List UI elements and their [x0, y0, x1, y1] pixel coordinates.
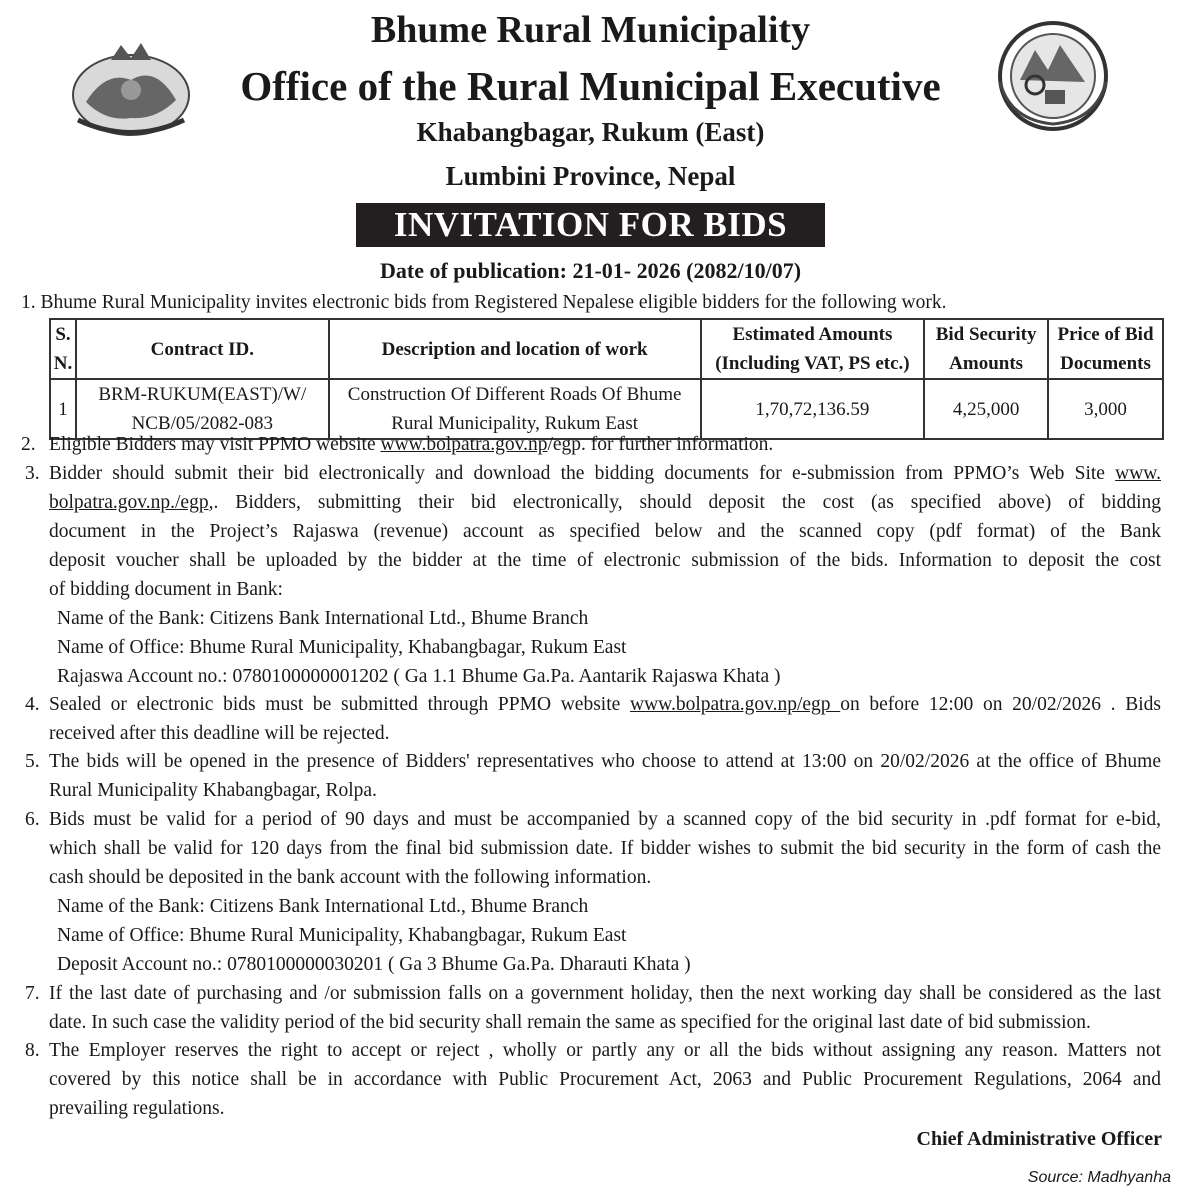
item-5-line-2: Rural Municipality Khabangbagar, Rolpa.	[49, 780, 377, 801]
table-header-row	[50, 319, 1163, 379]
item-4-line-2: received after this deadline will be rejected.	[49, 723, 390, 744]
header-description: Description and location of work	[329, 319, 701, 379]
ppmo-link[interactable]: www.bolpatra.gov.np	[380, 434, 548, 455]
item-8-line-1: The Employer reserves the right to accept or reject , wholly or partly any or all the bids without assigning any reason. Matters not	[49, 1040, 1161, 1061]
province-line: Lumbini Province, Nepal	[445, 161, 736, 191]
item-4-line-1: Sealed or electronic bids must be submitted through PPMO website www.bolpatra.gov.np/egp on before 12:00 on 20/02/2026 . Bids	[49, 694, 1161, 715]
header-contract: Contract ID.	[76, 319, 329, 379]
publication-date: Date of publication: 21-01- 2026 (2082/10/07)	[379, 258, 802, 283]
cell-price: 3,000	[1048, 379, 1163, 439]
office-name-line: Name of Office: Bhume Rural Municipality, Khabangbagar, Rukum East	[57, 637, 627, 658]
header-security: Bid Security Amounts	[924, 319, 1048, 379]
bank-name: Name of the Bank: Citizens Bank International Ltd., Bhume Branch	[57, 896, 589, 917]
item-8-line-2: covered by this notice shall be in accordance with Public Procurement Act, 2063 and Public Procurement Regulations, 2064 and	[49, 1069, 1161, 1090]
header-price: Price of Bid Documents	[1048, 319, 1163, 379]
item-number: 6.	[25, 809, 40, 830]
item-3-line-1: Bidder should submit their bid electronically and download the bidding documents for e-submission from PPMO’s Web Site www.	[49, 463, 1161, 484]
bid-table	[49, 318, 1164, 440]
item-3-line-5: of bidding document in Bank:	[49, 579, 283, 600]
office-name: Office of the Rural Municipal Executive	[240, 63, 941, 109]
ppmo-link[interactable]: www.bolpatra.gov.np/egp	[629, 694, 841, 715]
item-number: 7.	[25, 983, 40, 1004]
cell-security: 4,25,000	[924, 379, 1048, 439]
cell-sn: 1	[50, 379, 76, 439]
item-5-line-1: The bids will be opened in the presence of Bidders' representatives who choose to attend at 13:00 on 20/02/2026 at the office of Bhume	[49, 751, 1161, 772]
item-3-line-3: document in the Project’s Rajaswa (revenue) account as specified below and the scanned copy (pdf format) of the Bank	[49, 521, 1161, 542]
item-number: 8.	[25, 1040, 40, 1061]
item-2-text: Eligible Bidders may visit PPMO website www.bolpatra.gov.np/egp. for further information.	[49, 434, 774, 455]
source-credit: Source: Madhyanha	[1027, 1169, 1171, 1186]
intro-text: 1. Bhume Rural Municipality invites electronic bids from Registered Nepalese eligible bidders for the following work.	[21, 292, 947, 313]
invitation-banner: INVITATION FOR BIDS	[356, 203, 825, 247]
rajaswa-account: Rajaswa Account no.: 0780100000001202 ( Ga 1.1 Bhume Ga.Pa. Aantarik Rajaswa Khata )	[57, 666, 781, 687]
item-number: 2.	[21, 434, 36, 455]
header-sn: S. N.	[50, 319, 76, 379]
address-line: Khabangbagar, Rukum (East)	[416, 117, 765, 147]
item-7-line-1: If the last date of purchasing and /or submission falls on a government holiday, then the next working day shall be considered as the last	[49, 983, 1161, 1004]
item-7-line-2: date. In such case the validity period of the bid security shall remain the same as specified for the original last date of bid submission.	[49, 1012, 1091, 1033]
signoff: Chief Administrative Officer	[916, 1128, 1162, 1150]
cell-estimate: 1,70,72,136.59	[701, 379, 925, 439]
item-6-line-2: which shall be valid for 120 days from the final bid submission date. If bidder wishes to submit the bid security in the form of cash the	[49, 838, 1161, 859]
ppmo-link[interactable]: www.	[1115, 463, 1161, 484]
item-number: 5.	[25, 751, 40, 772]
item-number: 4.	[25, 694, 40, 715]
item-6-line-3: cash should be deposited in the bank account with the following information.	[49, 867, 652, 888]
ppmo-link[interactable]: bolpatra.gov.np./egp	[49, 492, 209, 513]
item-number: 3.	[25, 463, 40, 484]
bank-name: Name of the Bank: Citizens Bank International Ltd., Bhume Branch	[57, 608, 589, 629]
office-name-line: Name of Office: Bhume Rural Municipality, Khabangbagar, Rukum East	[57, 925, 627, 946]
municipality-name: Bhume Rural Municipality	[370, 9, 811, 51]
header-estimate: Estimated Amounts (Including VAT, PS etc.)	[701, 319, 925, 379]
item-3-line-2: bolpatra.gov.np./egp,. Bidders, submitting their bid electronically, should deposit the cost (as specified above) of bidding	[49, 492, 1161, 513]
item-6-line-1: Bids must be valid for a period of 90 days and must be accompanied by a scanned copy of the bid security in .pdf format for e-bid,	[49, 809, 1161, 830]
cell-description: Construction Of Different Roads Of Bhume Rural Municipality, Rukum East	[329, 379, 701, 439]
deposit-account: Deposit Account no.: 0780100000030201 ( Ga 3 Bhume Ga.Pa. Dharauti Khata )	[57, 954, 691, 975]
cell-contract: BRM-RUKUM(EAST)/W/ NCB/05/2082-083	[76, 379, 329, 439]
item-3-line-4: deposit voucher shall be uploaded by the bidder at the time of electronic submission of the bids. Information to deposit the cost	[49, 550, 1161, 571]
item-8-line-3: prevailing regulations.	[49, 1098, 225, 1119]
